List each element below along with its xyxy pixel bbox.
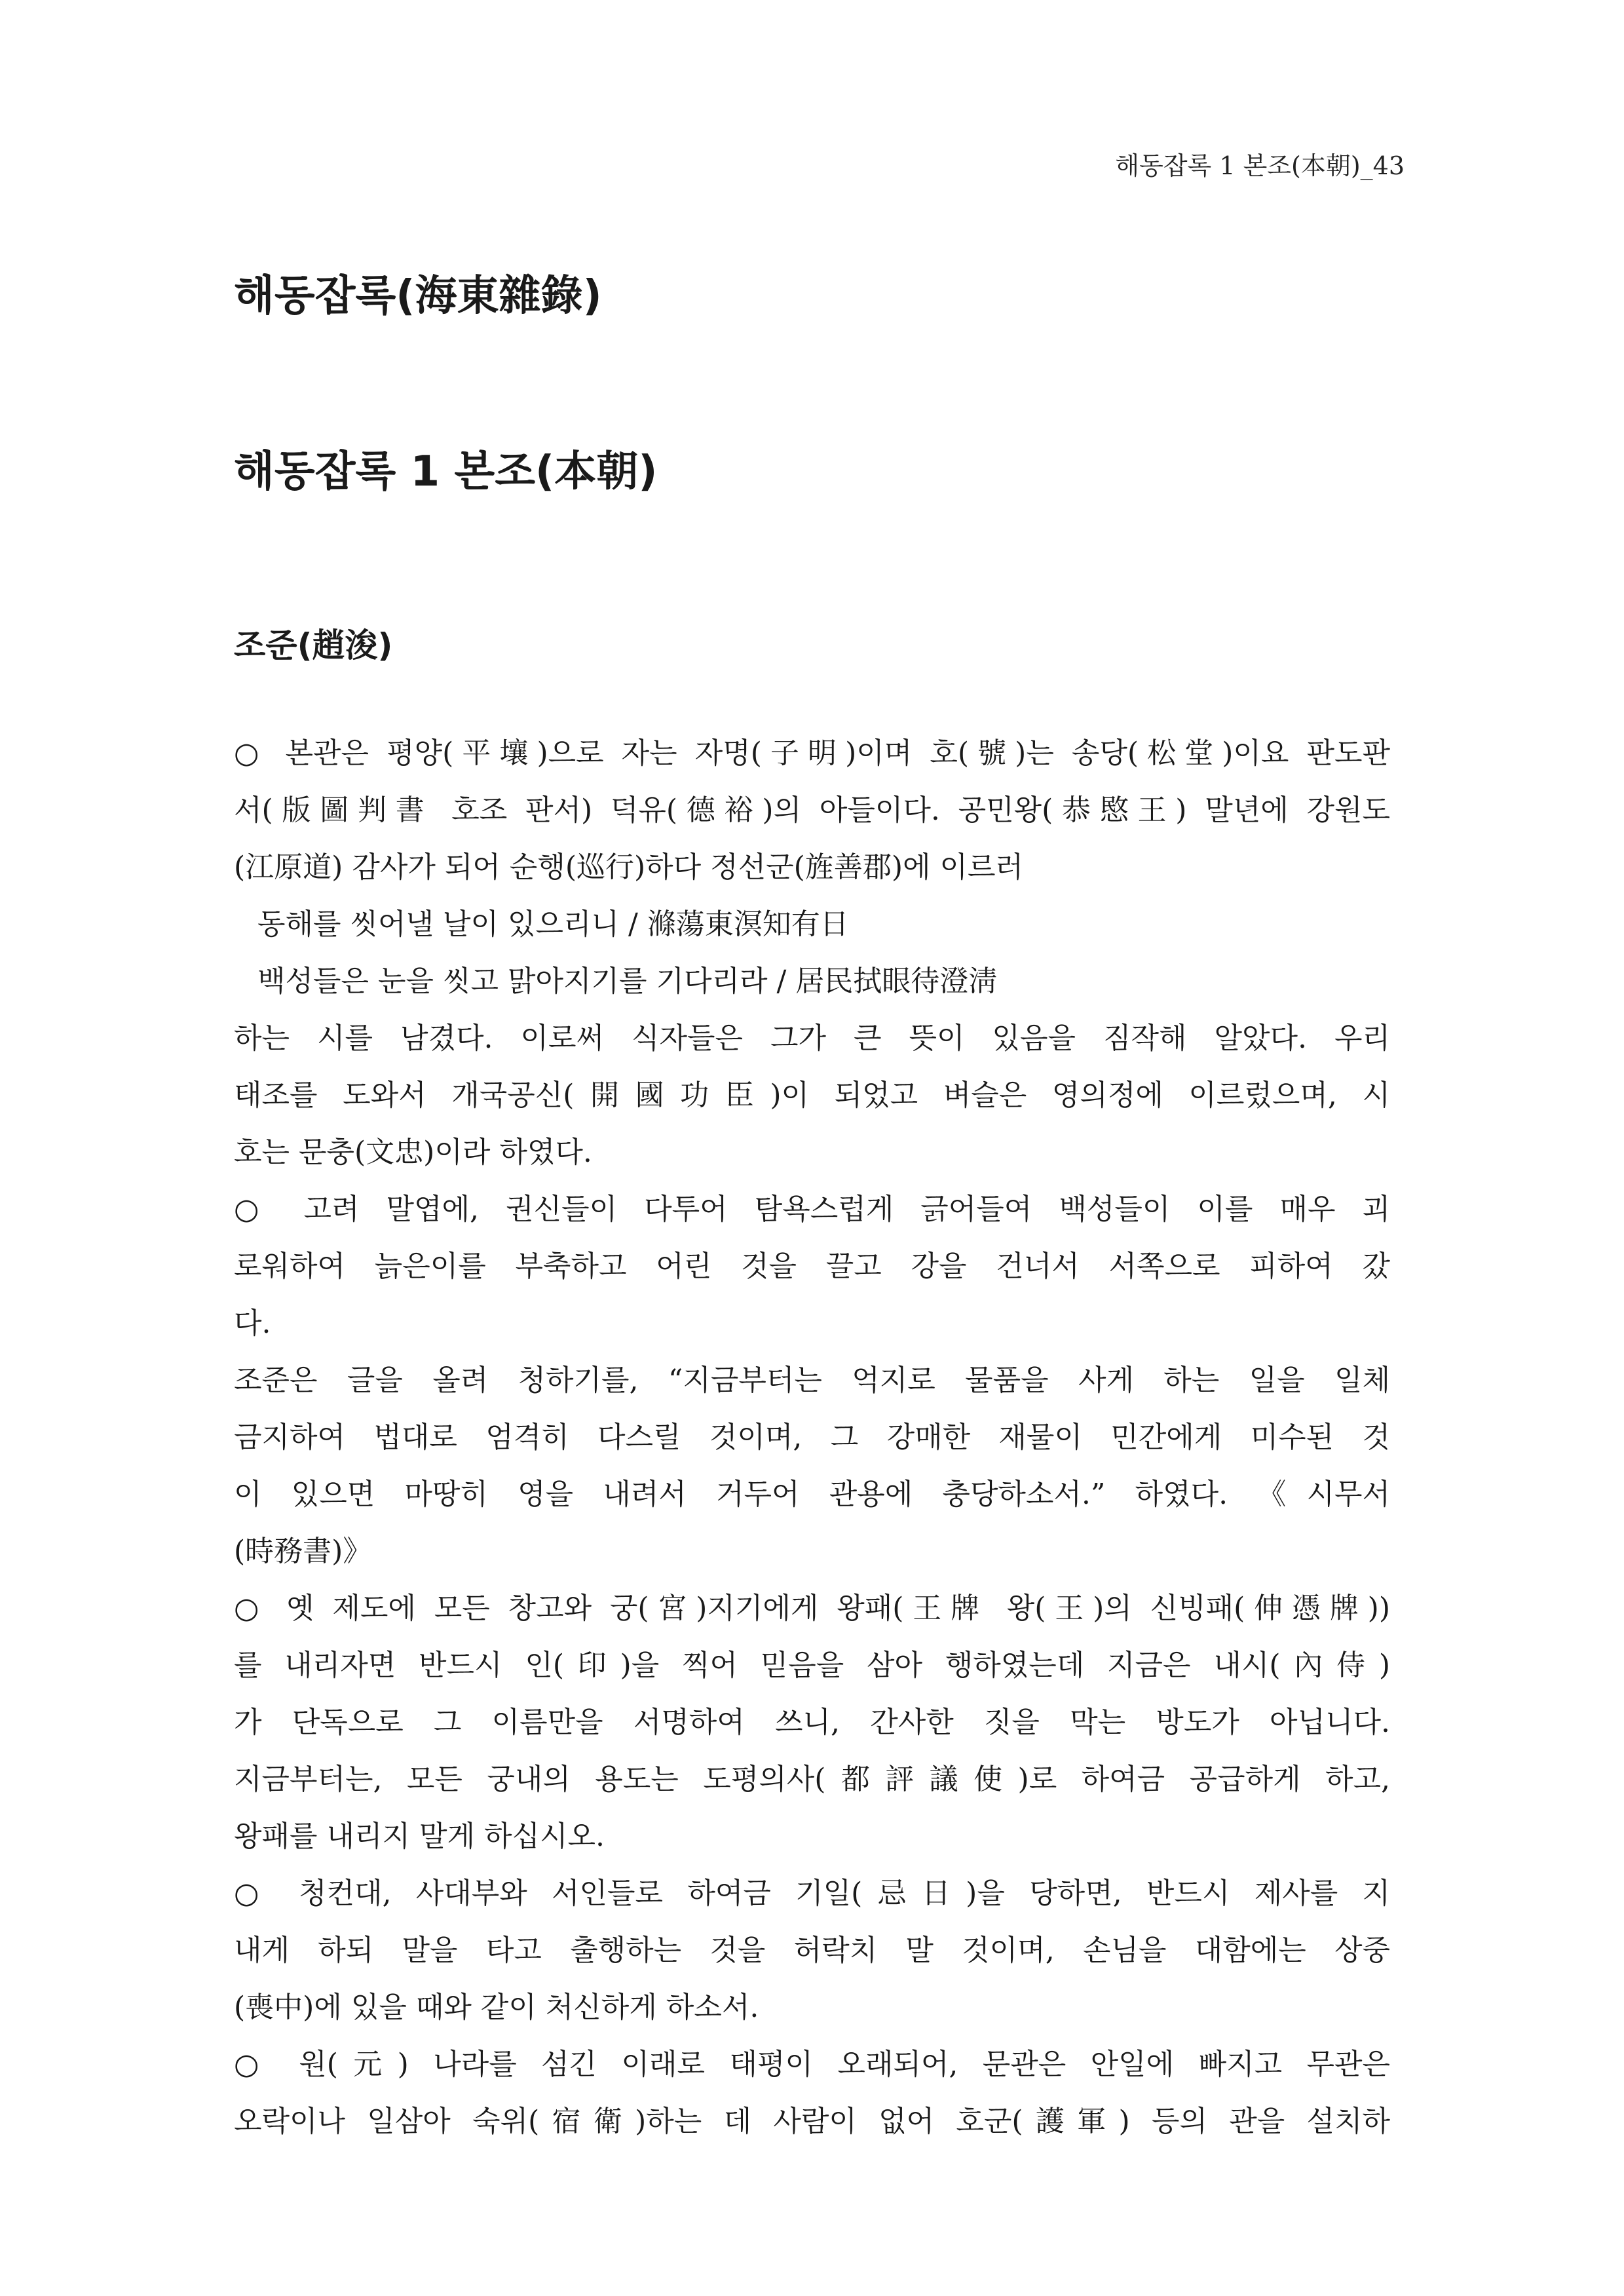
text-line: ○ 본관은 평양(平壤)으로 자는 자명(子明)이며 호(號)는 송당(松堂)이요 판도판 bbox=[234, 737, 1390, 770]
text-line: (時務書)》 bbox=[234, 1535, 372, 1568]
poem-line: 동해를 씻어낼 날이 있으리니 / 滌蕩東溟知有日 bbox=[257, 908, 849, 941]
text-line: 조준은 글을 올려 청하기를, “지금부터는 억지로 물품을 사게 하는 일을 일체 bbox=[234, 1364, 1390, 1397]
text-line: 내게 하되 말을 타고 출행하는 것을 허락치 말 것이며, 손님을 대함에는 상중 bbox=[234, 1934, 1390, 1967]
text-line: ○ 옛 제도에 모든 창고와 궁(宮)지기에게 왕패(王牌 왕(王)의 신빙패(伸憑牌)) bbox=[234, 1592, 1390, 1625]
text-line: 금지하여 법대로 엄격히 다스릴 것이며, 그 강매한 재물이 민간에게 미수된 것 bbox=[234, 1421, 1390, 1454]
text-line: 다. bbox=[234, 1307, 271, 1340]
text-line: 지금부터는, 모든 궁내의 용도는 도평의사(都評議使)로 하여금 공급하게 하고, bbox=[234, 1763, 1390, 1796]
text-line: 오락이나 일삼아 숙위(宿衛)하는 데 사람이 없어 호군(護軍) 등의 관을 설치하 bbox=[234, 2105, 1390, 2138]
text-line: 왕패를 내리지 말게 하십시오. bbox=[234, 1820, 605, 1853]
text-line: 서(版圖判書 호조 판서) 덕유(德裕)의 아들이다. 공민왕(恭愍王) 말년에 강원도 bbox=[234, 794, 1390, 827]
poem-line: 백성들은 눈을 씻고 맑아지기를 기다리라 / 居民拭眼待澄淸 bbox=[257, 965, 998, 998]
text-line: 이 있으면 마땅히 영을 내려서 거두어 관용에 충당하소서.” 하였다. 《시무서 bbox=[234, 1478, 1390, 1511]
text-line: 로워하여 늙은이를 부축하고 어린 것을 끌고 강을 건너서 서쪽으로 피하여 갔 bbox=[234, 1250, 1390, 1283]
text-line: (江原道) 감사가 되어 순행(巡行)하다 정선군(旌善郡)에 이르러 bbox=[234, 851, 1023, 884]
text-line: 를 내리자면 반드시 인(印)을 찍어 믿음을 삼아 행하였는데 지금은 내시(內侍) bbox=[234, 1649, 1390, 1682]
text-line: ○ 고려 말엽에, 권신들이 다투어 탐욕스럽게 긁어들여 백성들이 이를 매우 괴 bbox=[234, 1193, 1390, 1226]
text-line: 태조를 도와서 개국공신(開國功臣)이 되었고 벼슬은 영의정에 이르렀으며, 시 bbox=[234, 1079, 1390, 1112]
section-title: 조준(趙浚) bbox=[234, 626, 393, 664]
text-line: ○ 청컨대, 사대부와 서인들로 하여금 기일(忌日)을 당하면, 반드시 제사를 지 bbox=[234, 1877, 1390, 1910]
text-line: (喪中)에 있을 때와 같이 처신하게 하소서. bbox=[234, 1991, 759, 2024]
text-line: 호는 문충(文忠)이라 하였다. bbox=[234, 1136, 592, 1169]
text-line: 가 단독으로 그 이름만을 서명하여 쓰니, 간사한 짓을 막는 방도가 아닙니다. bbox=[234, 1706, 1390, 1739]
book-title: 해동잡록(海東雜錄) bbox=[234, 272, 602, 320]
text-line: ○ 원(元) 나라를 섬긴 이래로 태평이 오래되어, 문관은 안일에 빠지고 무관은 bbox=[234, 2048, 1390, 2081]
body-text bbox=[234, 725, 1390, 2150]
running-header: 해동잡록 1 본조(本朝)_43 bbox=[1115, 151, 1405, 180]
volume-title: 해동잡록 1 본조(本朝) bbox=[234, 448, 658, 496]
text-line: 하는 시를 남겼다. 이로써 식자들은 그가 큰 뜻이 있음을 짐작해 알았다. 우리 bbox=[234, 1022, 1390, 1055]
